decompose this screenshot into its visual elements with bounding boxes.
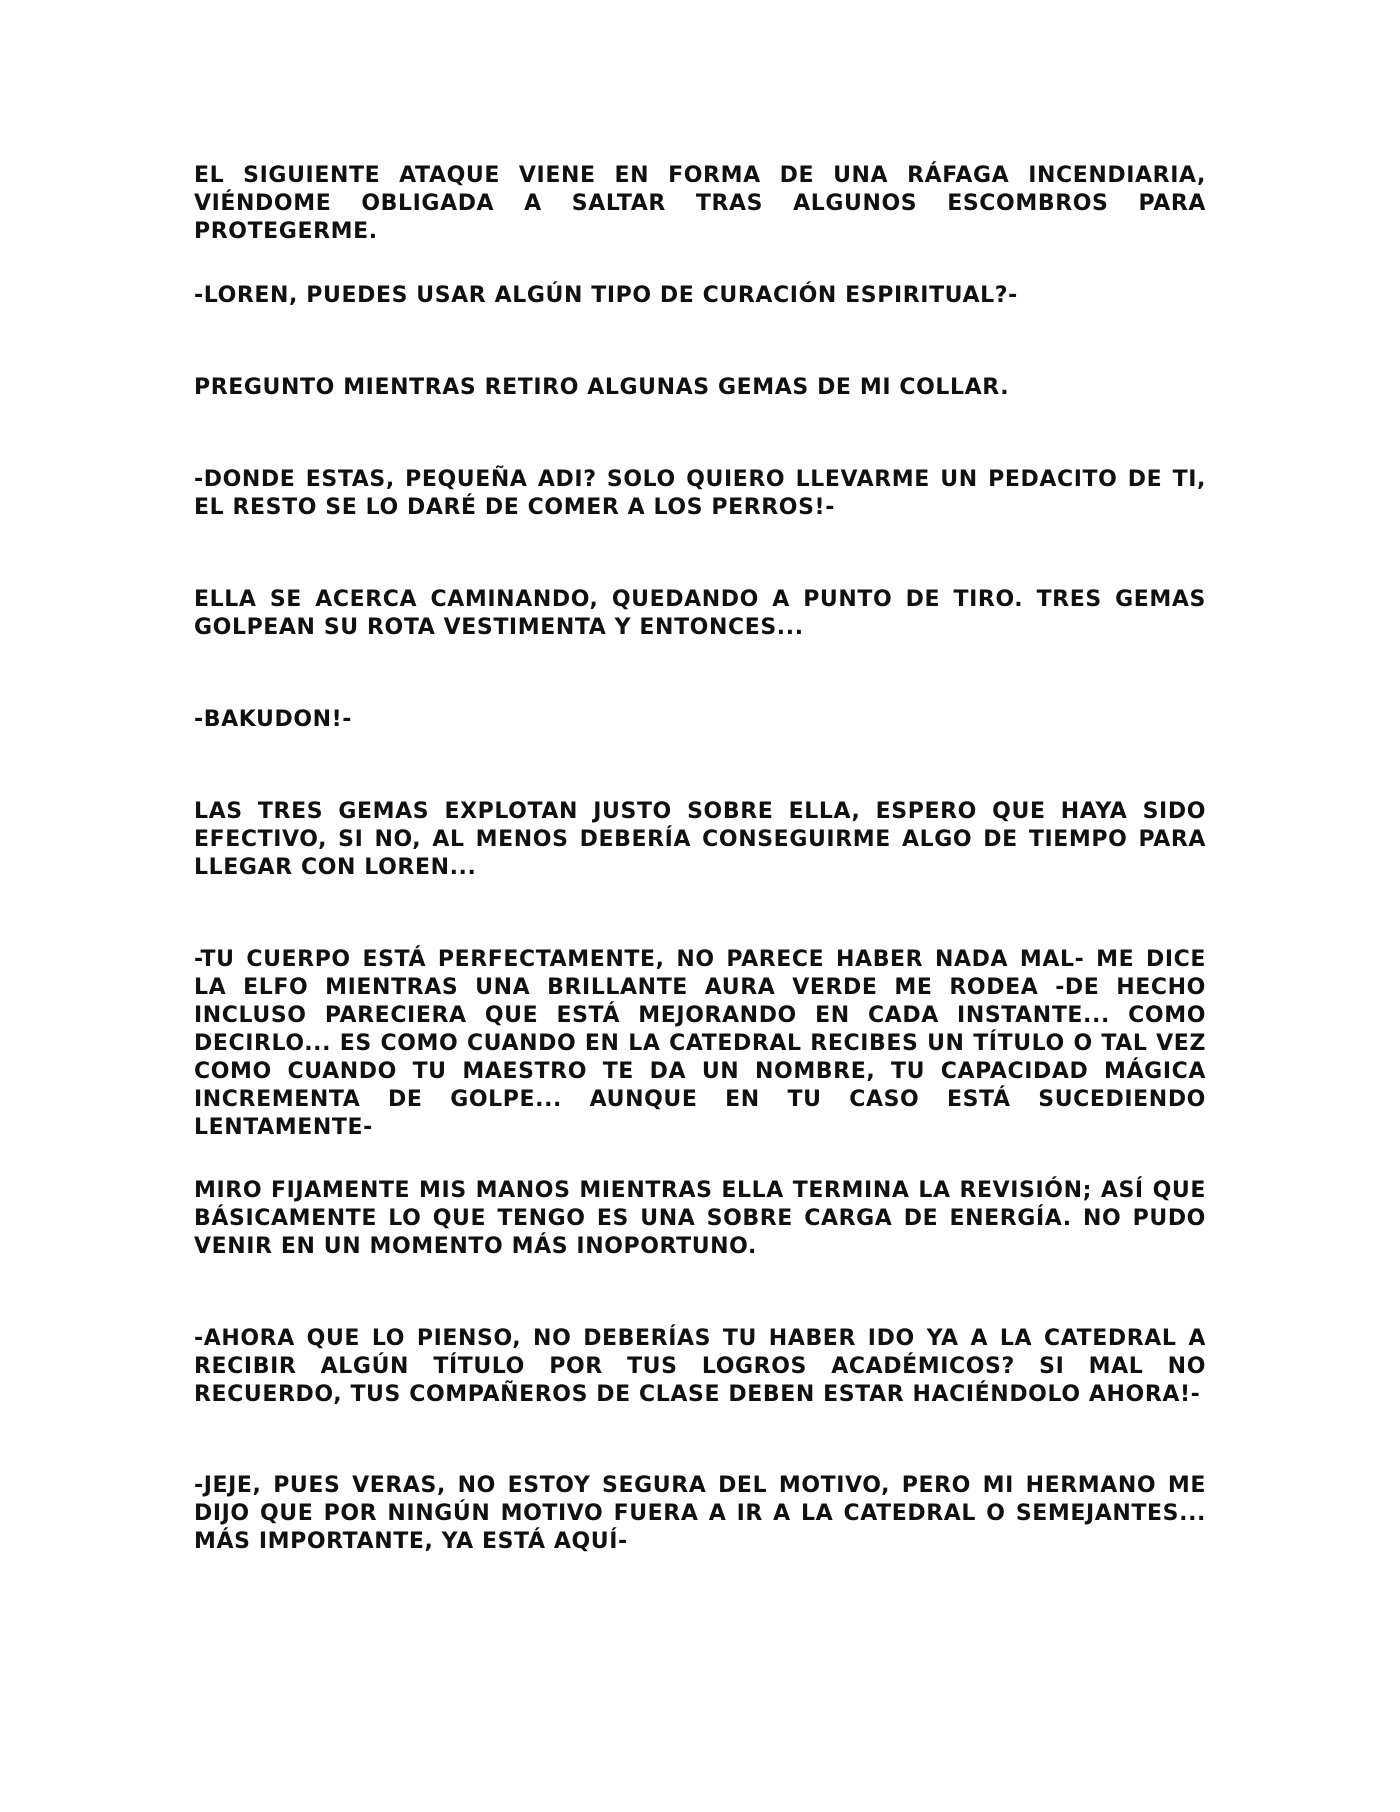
paragraph-healing: -TU CUERPO ESTÁ PERFECTAMENTE, NO PARECE HABER NADA MAL- ME DICE LA ELFO MIENTRAS UNA BRILLANTE AURA VERDE ME RODEA -DE HECHO INCLUSO PARECIERA QUE ESTÁ MEJORANDO EN CADA INSTANTE... COMO DECIRLO... ES COMO CUANDO EN LA CATEDRAL RECIBES UN TÍTULO O TAL VEZ COMO CUANDO TU MAESTRO TE DA UN NOMBRE, TU CAPACIDAD MÁGICA INCREMENTA DE GOLPE... AUNQUE EN TU CASO ESTÁ SUCEDIENDO LENTAMENTE- (194, 947, 1206, 1140)
paragraph-explosion: LAS TRES GEMAS EXPLOTAN JUSTO SOBRE ELLA, ESPERO QUE HAYA SIDO EFECTIVO, SI NO, AL MENOS DEBERÍA CONSEGUIRME ALGO DE TIEMPO PARA LLEGAR CON LOREN... (194, 799, 1206, 880)
paragraph-approach: ELLA SE ACERCA CAMINANDO, QUEDANDO A PUNTO DE TIRO. TRES GEMAS GOLPEAN SU ROTA VESTIMENTA Y ENTONCES... (194, 587, 1206, 640)
paragraph-dialogue-adi: -DONDE ESTAS, PEQUEÑA ADI? SOLO QUIERO LLEVARME UN PEDACITO DE TI, EL RESTO SE LO DARÉ DE COMER A LOS PERROS!- (194, 467, 1206, 520)
paragraph-brother: -JEJE, PUES VERAS, NO ESTOY SEGURA DEL MOTIVO, PERO MI HERMANO ME DIJO QUE POR NINGÚN MOTIVO FUERA A IR A LA CATEDRAL O SEMEJANTES... MÁS IMPORTANTE, YA ESTÁ AQUÍ- (194, 1473, 1206, 1554)
paragraph-bakudon: -BAKUDON!- (194, 707, 352, 732)
paragraph-gems: PREGUNTO MIENTRAS RETIRO ALGUNAS GEMAS DE MI COLLAR. (194, 375, 1010, 400)
paragraph-cathedral-question: -AHORA QUE LO PIENSO, NO DEBERÍAS TU HABER IDO YA A LA CATEDRAL A RECIBIR ALGÚN TÍTULO POR TUS LOGROS ACADÉMICOS? SI MAL NO RECUERDO, TUS COMPAÑEROS DE CLASE DEBEN ESTAR HACIÉNDOLO AHORA!- (194, 1326, 1206, 1407)
paragraph-overload: MIRO FIJAMENTE MIS MANOS MIENTRAS ELLA TERMINA LA REVISIÓN; ASÍ QUE BÁSICAMENTE LO QUE TENGO ES UNA SOBRE CARGA DE ENERGÍA. NO PUDO VENIR EN UN MOMENTO MÁS INOPORTUNO. (194, 1178, 1206, 1259)
paragraph-dialogue-loren: -LOREN, PUEDES USAR ALGÚN TIPO DE CURACIÓN ESPIRITUAL?- (194, 283, 1018, 308)
paragraph-attack: EL SIGUIENTE ATAQUE VIENE EN FORMA DE UNA RÁFAGA INCENDIARIA, VIÉNDOME OBLIGADA A SALTAR TRAS ALGUNOS ESCOMBROS PARA PROTEGERME. (194, 163, 1206, 244)
